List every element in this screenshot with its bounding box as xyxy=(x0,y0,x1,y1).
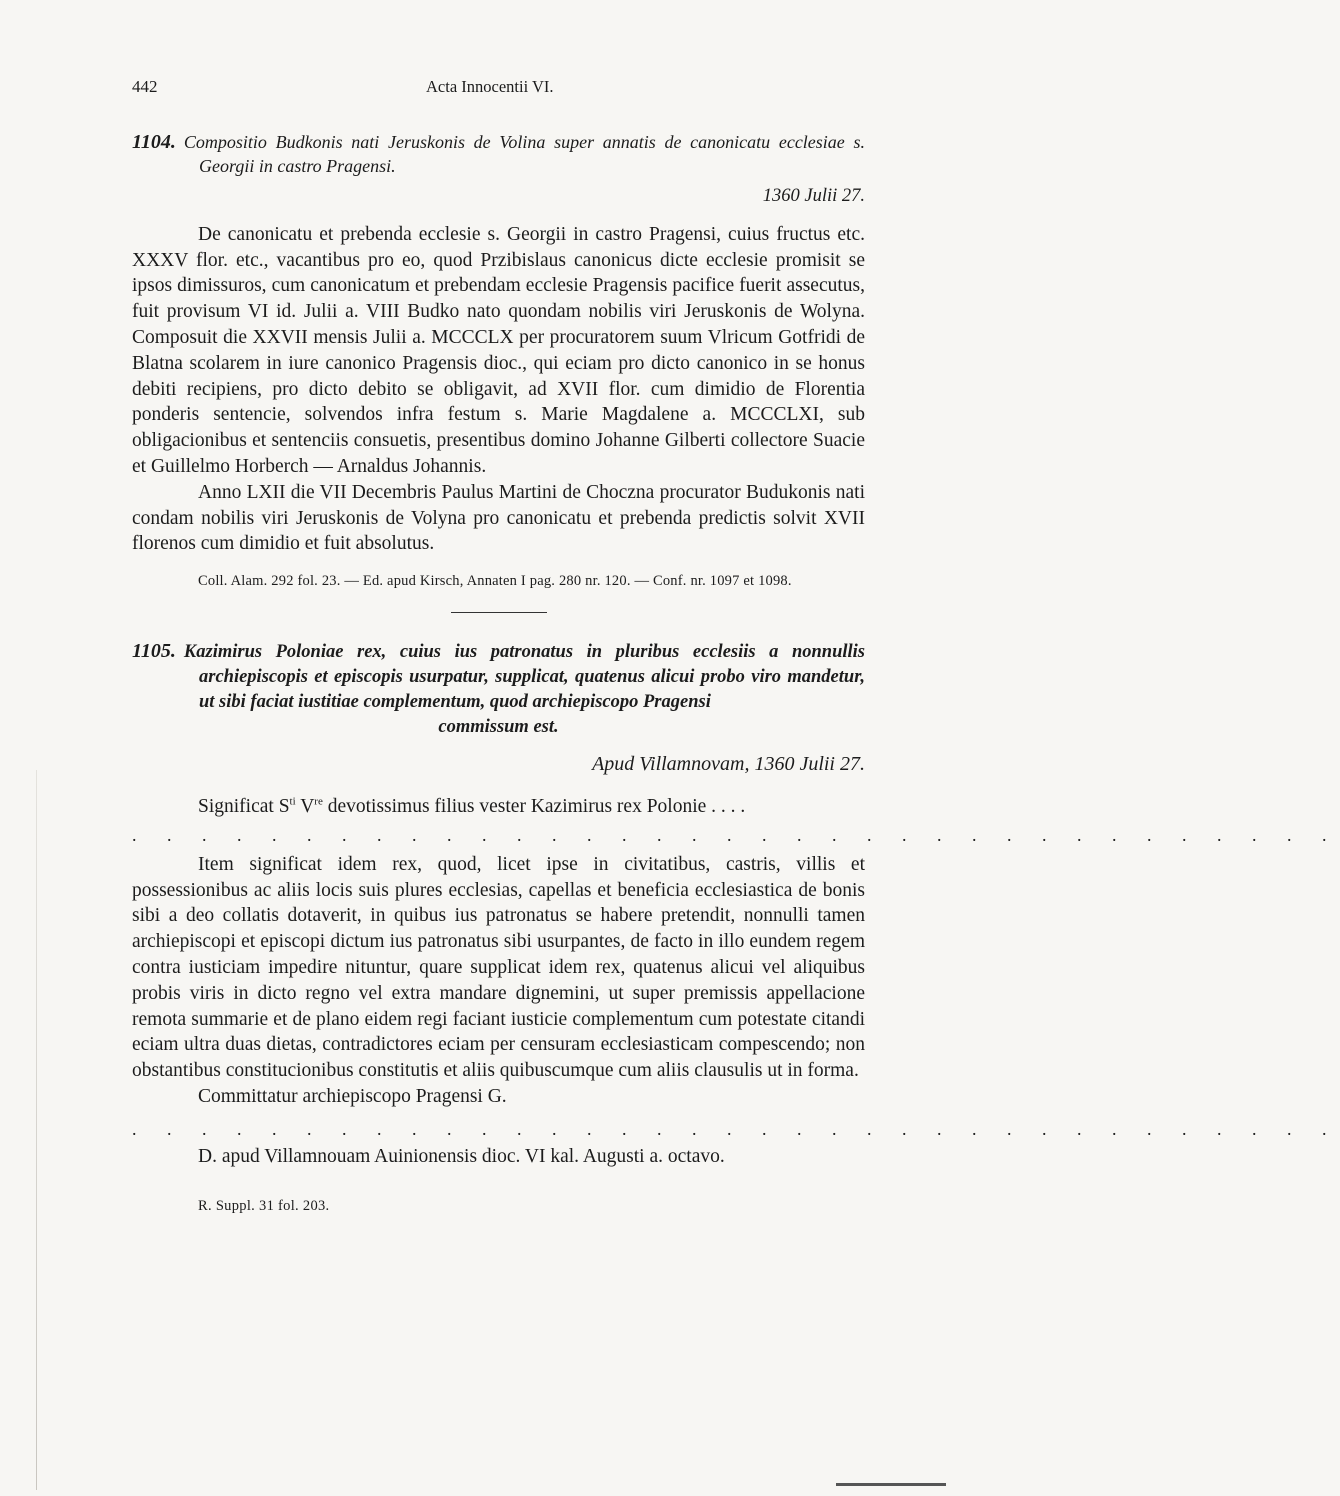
doc-1104-number: 1104. xyxy=(132,131,176,153)
doc-1105-number: 1105. xyxy=(132,640,176,663)
superscript-re: re xyxy=(314,795,323,808)
doc-1105-source: R. Suppl. 31 fol. 203. xyxy=(198,1197,330,1214)
supplication-text-end: devotissimus filius vester Kazimirus rex Polonie . . . . xyxy=(322,795,746,817)
scan-edge-shadow xyxy=(36,770,37,1490)
supplication-text-start: Significat S xyxy=(198,795,290,817)
doc-1104-paragraph-2: Anno LXII die VII Decembris Paulus Martini de Choczna procurator Budukonis nati condam nobilis viri Jeruskonis de Volyna pro canonicatu et prebenda predictis solvit XVII florenos cum dimidio et fuit absolutus. xyxy=(132,481,865,555)
ellipsis-line-1: . . . . . . . . . . . . . . . . . . . . . . . . . . . . . . . . . . . xyxy=(132,824,1340,845)
doc-1104-date: 1360 Julii 27. xyxy=(762,186,865,206)
doc-1105-dated-line: D. apud Villamnouam Auinionensis dioc. VI kal. Augusti a. octavo. xyxy=(198,1145,725,1167)
scan-corner-mark xyxy=(836,1483,946,1486)
doc-1104-heading xyxy=(132,130,865,178)
running-head xyxy=(132,70,865,104)
document-page xyxy=(132,70,1340,1219)
doc-1105-date: Apud Villamnovam, 1360 Julii 27. xyxy=(592,753,865,776)
superscript-ti: ti xyxy=(289,795,296,808)
doc-1104-paragraph-1: De canonicatu et prebenda ecclesie s. Georgii in castro Pragensi, cuius fructus etc. XXXV flor. etc., vacantibus pro eo, quod Przibislaus canonicus dicte ecclesie promisit se ipsos dimissuros, cum canonicatum et prebendam ecclesie Pragensis pacifice fuerit assecutus, fuit provisum VI id. Julii a. VIII Budko nato quondam nobilis viri Jeruskonis de Wolyna. Composuit die XXVII mensis Julii a. MCCCLX per procuratorem suum Vlricum Gotfridi de Blatna scolarem in iure canonico Pragensis dioc., qui eciam pro dicto canonico in se honus debiti recipiens, pro dicto debito se obligavit, ad XVII flor. cum dimidio de Florentia ponderis sentencie, solvendos infra festum s. Marie Magdalene a. MCCCLXI, sub obligacionibus et sentenciis consuetis, presentibus domino Johanne Gilberti collectore Suacie et Guillelmo Horberch — Arnaldus Johannis. xyxy=(132,223,865,477)
doc-1105-supplication-opening xyxy=(132,794,865,820)
ellipsis-line-2: . . . . . . . . . . . . . . . . . . . . . . . . . . . . . . . . . . . xyxy=(132,1118,1340,1139)
running-title: Acta Innocentii VI. xyxy=(426,77,554,96)
doc-1105-title: Kazimirus Poloniae rex, cuius ius patronatus in pluribus ecclesiis a nonnullis archiepiscopis et episcopis usurpatur, supplicat, quatenus alicui probo viro mandetur, ut sibi faciat iustitiae complementum, quod archiepiscopo Pragensi xyxy=(183,642,865,713)
supplication-text-mid: V xyxy=(295,795,315,817)
section-divider xyxy=(451,612,547,613)
doc-1104-source: Coll. Alam. 292 fol. 23. — Ed. apud Kirsch, Annaten I pag. 280 nr. 120. — Conf. nr. 1097 et 1098. xyxy=(198,573,792,590)
doc-1105-heading xyxy=(132,639,865,715)
doc-1105-committatur: Committatur archiepiscopo Pragensi G. xyxy=(198,1085,507,1107)
doc-1104-title: Compositio Budkonis nati Jeruskonis de Volina super annatis de canonicatu ecclesiae s. Georgii in castro Pragensi. xyxy=(183,132,865,176)
page-number: 442 xyxy=(132,77,158,96)
doc-1105-heading-end: commissum est. xyxy=(438,717,559,738)
doc-1105-paragraph-item: Item significat idem rex, quod, licet ipse in civitatibus, castris, villis et possessionibus ac aliis locis suis plures ecclesias, capellas et beneficia ecclesiastica de bonis sibi a deo collatis dotaverit, in quibus ius patronatus se habere pretendit, nonnulli tamen archiepiscopi et episcopi dictum ius patronatus sibi usurpantes, de facto in illo eundem regem contra iusticiam impedire nituntur, quare supplicat idem rex, quatenus alicui vel aliquibus probis viris in dicto regno vel extra mandare dignemini, ut super premissis appellacione remota summarie et de plano eidem regi faciant iusticie complementum cum potestate citandi eciam ultra duas dietas, contradictores eciam per censuram ecclesiasticam compescendo; non obstantibus constitucionibus constitutis et aliis quibuscumque cum aliis clausulis ut in forma. xyxy=(132,853,865,1082)
